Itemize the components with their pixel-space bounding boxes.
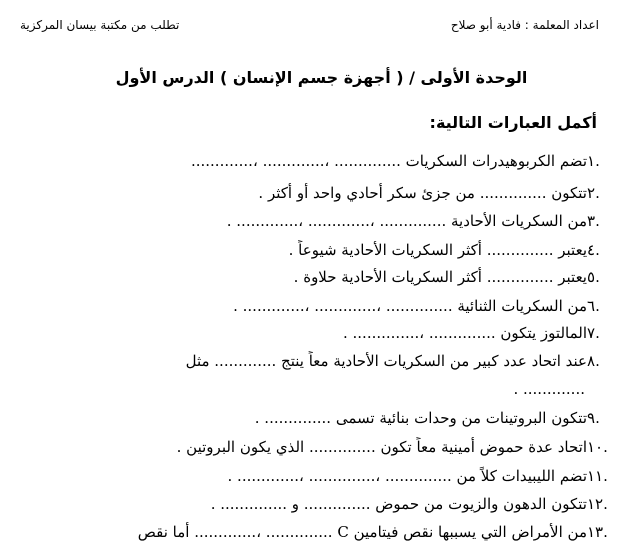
question-4 <box>13 240 613 260</box>
question-number: .٣ <box>587 212 600 230</box>
question-text: يعتبر .............. أكثر السكريات الأحادية حلاوة . <box>293 268 587 286</box>
question-text: تتكون .............. من جزئ سكر أحادي واحد أو أكثر . <box>258 184 587 202</box>
question-number: .٢ <box>587 184 600 202</box>
teacher-credit: اعداد المعلمة : فادية أبو صلاح <box>450 18 599 32</box>
question-5 <box>13 267 613 287</box>
question-6 <box>13 296 613 316</box>
question-text: تتكون الدهون والزيوت من حموض .............. و .............. . <box>210 495 587 513</box>
question-9 <box>13 408 613 428</box>
question-number: .١١ <box>587 467 608 485</box>
question-number: .٤ <box>587 241 600 259</box>
question-text: المالتوز يتكون .............. ،.............. . <box>342 324 587 342</box>
question-text: تضم الليبيدات كلاً من .............. ،.............. ،............. . <box>227 467 587 485</box>
question-continuation: ............. . <box>513 380 585 398</box>
question-text: اتحاد عدة حموض أمينية معاً تكون .............. الذي يكون البروتين . <box>176 438 587 456</box>
question-11 <box>13 466 613 486</box>
question-number: .٧ <box>587 324 600 342</box>
question-8 <box>13 351 613 371</box>
question-text: عند اتحاد عدد كبير من السكريات الأحادية معاً ينتج ............. مثل <box>185 352 587 370</box>
question-number: .١ <box>587 152 600 170</box>
question-1 <box>13 151 613 171</box>
question-13 <box>13 522 613 542</box>
question-number: .٦ <box>587 297 600 315</box>
question-number: .٥ <box>587 268 600 286</box>
question-text: من السكريات الثنائية .............. ،............. ،............. . <box>233 297 587 315</box>
question-text: من الأمراض التي يسببها نقص فيتامين C .............. ،............. أما نقص <box>137 523 587 541</box>
question-3 <box>13 211 613 231</box>
question-10 <box>13 437 613 457</box>
instruction-heading: أكمل العبارات التالية: <box>429 113 597 132</box>
question-number: .١٠ <box>587 438 608 456</box>
question-2 <box>13 183 613 203</box>
question-number: .٨ <box>587 352 600 370</box>
library-credit: تطلب من مكتبة بيسان المركزية <box>20 18 180 32</box>
question-text: من السكريات الأحادية .............. ،............. ،............. . <box>226 212 587 230</box>
question-text: تتكون البروتينات من وحدات بنائية تسمى .............. . <box>254 409 587 427</box>
question-12 <box>13 494 613 514</box>
question-number: .٩ <box>587 409 600 427</box>
question-7 <box>13 323 613 343</box>
worksheet-title: الوحدة الأولى / ( أجهزة جسم الإنسان ) الدرس الأول <box>115 68 528 87</box>
question-text: تضم الكربوهيدرات السكريات .............. ،............. ،............. <box>190 152 587 170</box>
question-number: .١٢ <box>587 495 608 513</box>
question-text: يعتبر .............. أكثر السكريات الأحادية شيوعاً . <box>288 241 587 259</box>
question-number: .١٣ <box>587 523 608 541</box>
